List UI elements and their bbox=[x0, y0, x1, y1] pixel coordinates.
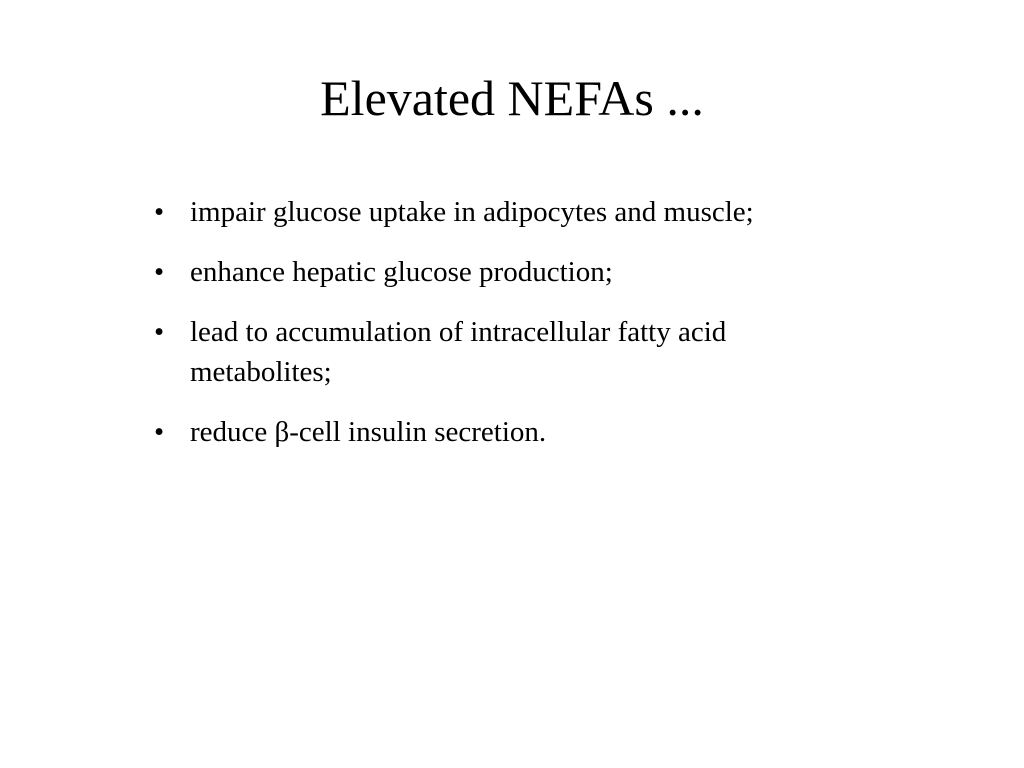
bullet-item-metabolite-accumulation bbox=[152, 312, 872, 392]
bullet-item-reduce-insulin-secretion bbox=[152, 412, 872, 452]
bullet-text: reduce β-cell insulin secretion. bbox=[190, 416, 547, 448]
bullet-marker: • bbox=[154, 416, 165, 448]
bullet-text: impair glucose uptake in adipocytes and muscle; bbox=[190, 196, 754, 228]
bullet-marker: • bbox=[154, 256, 165, 288]
slide-title: Elevated NEFAs ... bbox=[320, 70, 704, 126]
bullet-item-enhance-hepatic-production bbox=[152, 252, 872, 292]
bullet-marker: • bbox=[154, 196, 165, 228]
bullet-text: lead to accumulation of intracellular fatty acid metabolites; bbox=[190, 316, 727, 388]
bullet-marker: • bbox=[154, 316, 165, 348]
bullet-list bbox=[152, 192, 872, 472]
bullet-item-impair-glucose-uptake bbox=[152, 192, 872, 232]
bullet-text: enhance hepatic glucose production; bbox=[190, 256, 613, 288]
